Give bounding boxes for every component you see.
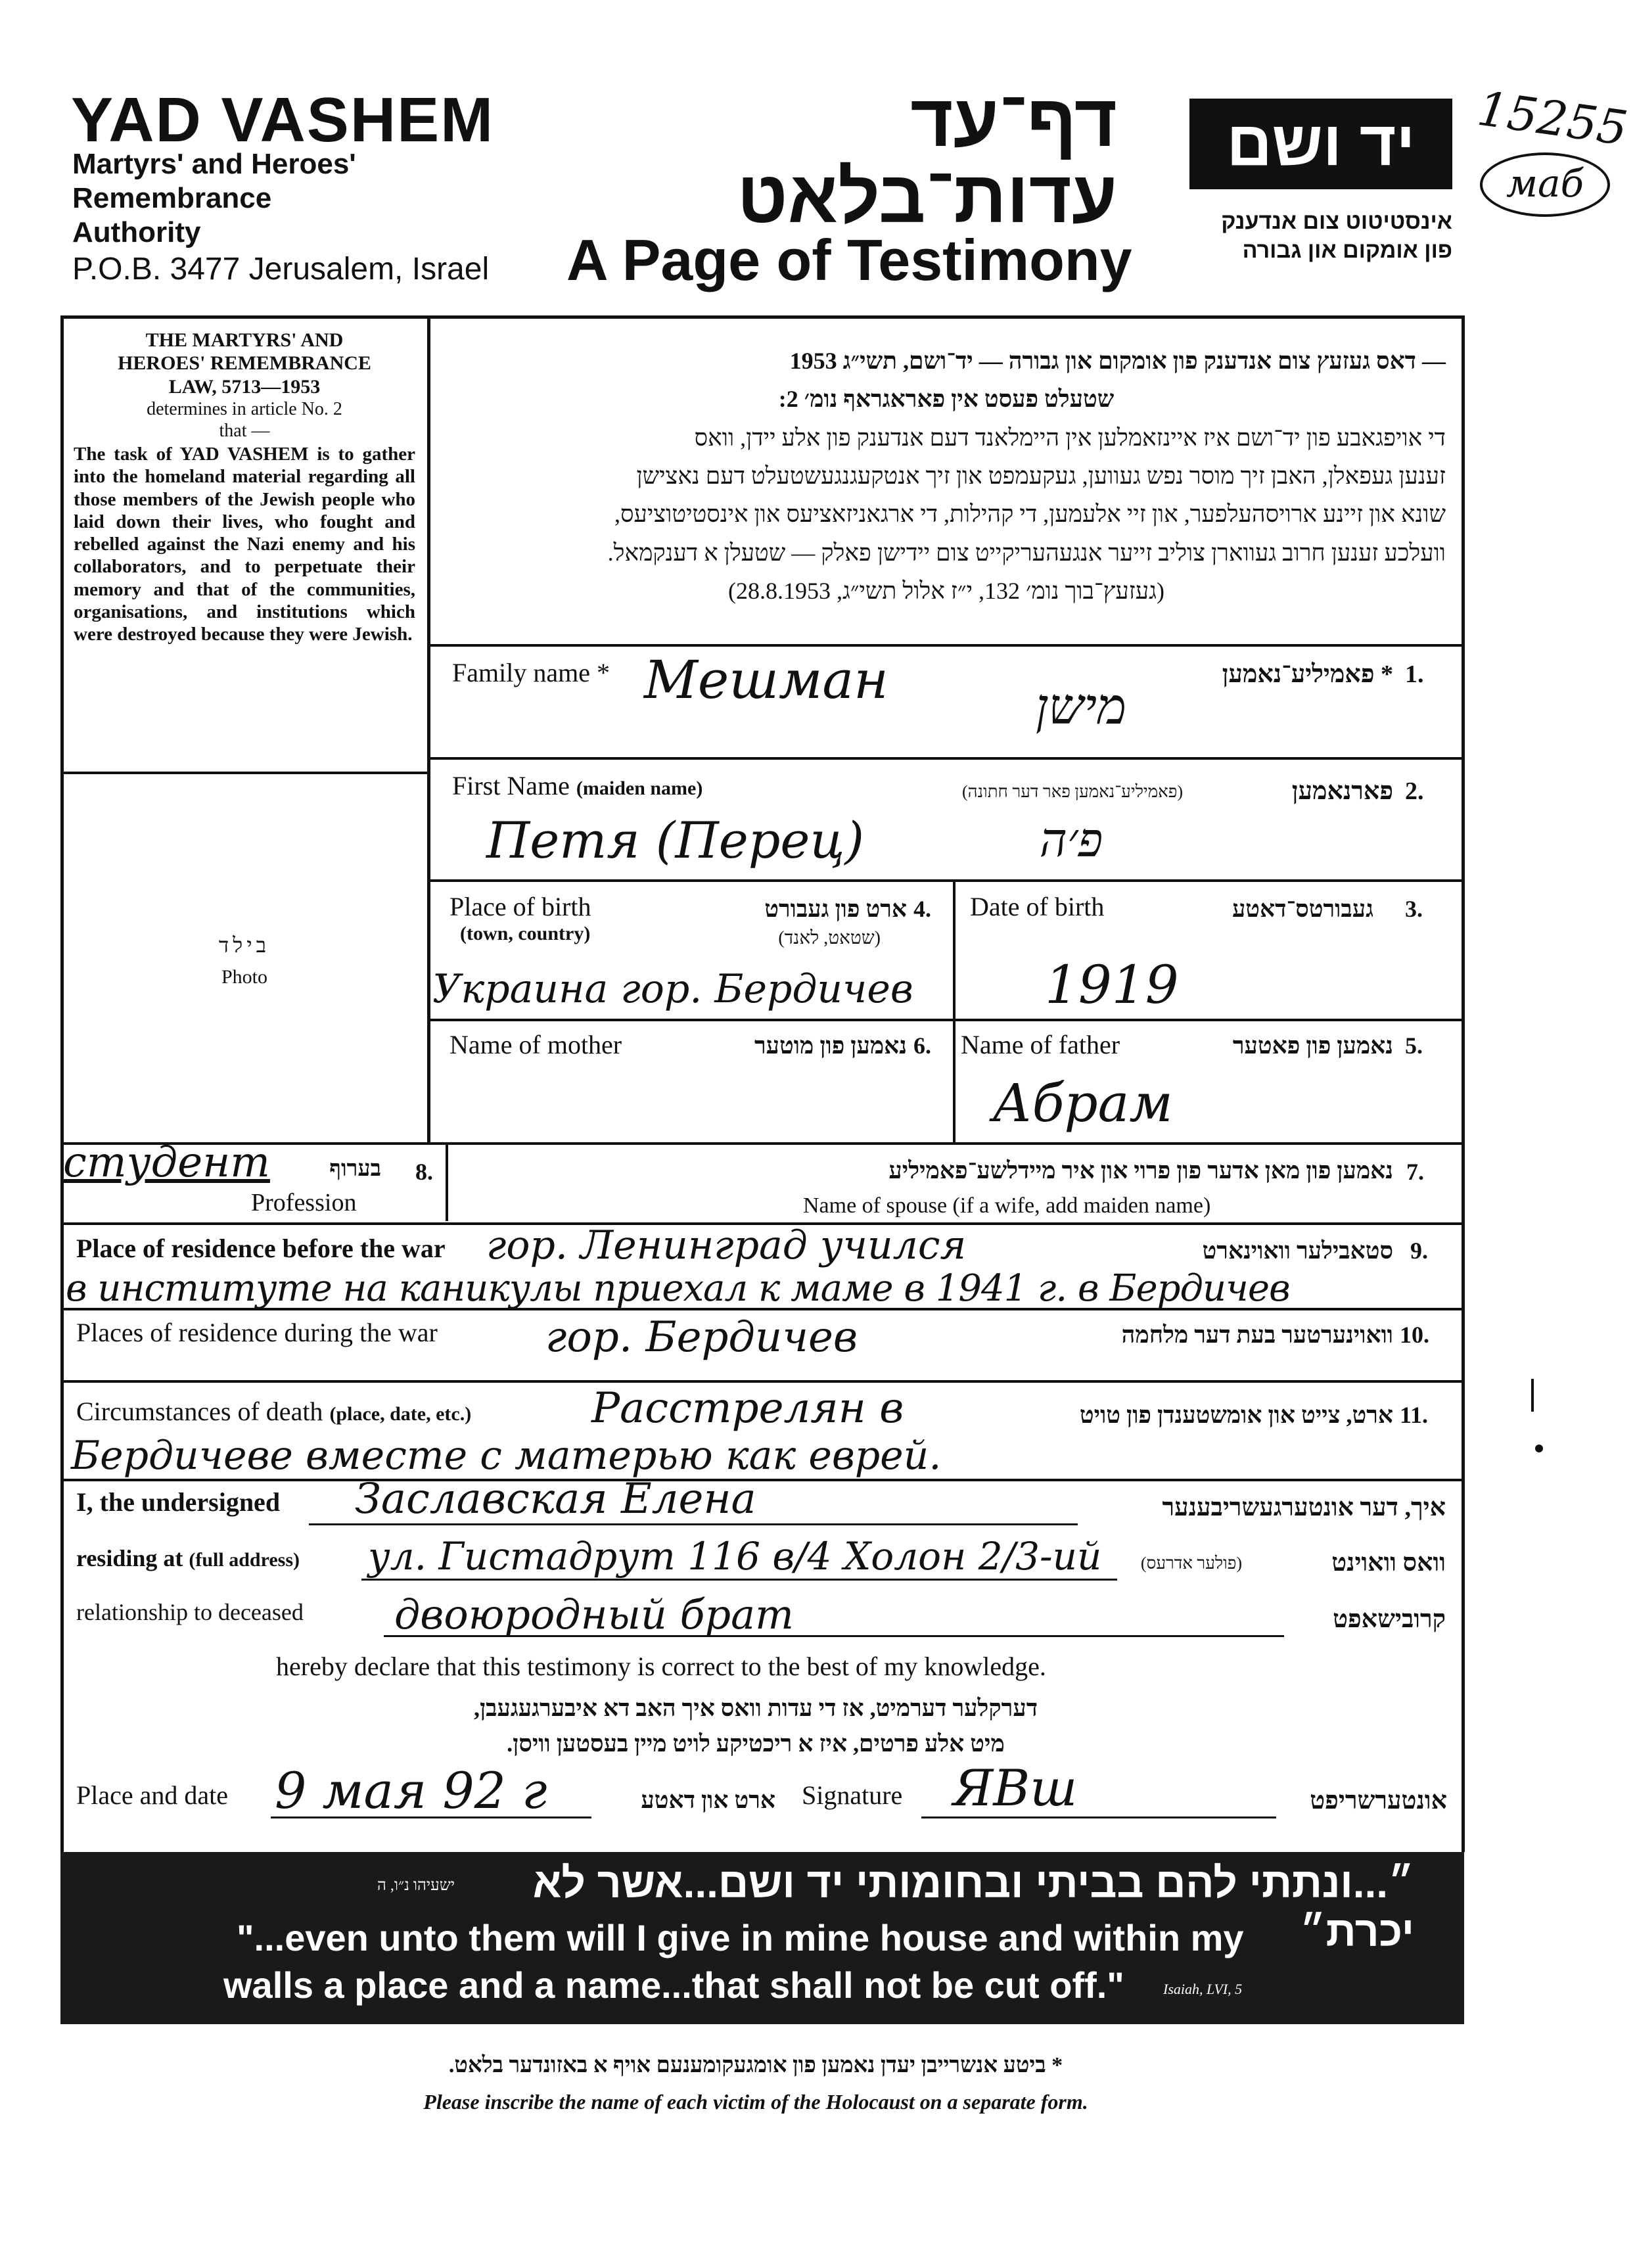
declare-text: hereby declare that this testimony is correct to the best of my knowledge. [276, 1652, 1046, 1681]
frame-top [60, 315, 1464, 319]
residing-label-small: (full address) [189, 1549, 300, 1571]
mother-name-label: Name of mother [449, 1030, 622, 1059]
place-date-label-yiddish: ארט און דאטע [641, 1787, 775, 1813]
father-name-value[interactable]: Абрам [992, 1073, 1173, 1134]
place-of-birth-label-yiddish: ארט פון געבורט [764, 896, 907, 922]
relationship-label-yiddish: קרובישאפט [1333, 1606, 1446, 1633]
residence-during-label-yiddish: וואוינערטער בעת דער מלחמה [1121, 1322, 1393, 1348]
first-name-value-he[interactable]: פ׳ה [1039, 812, 1103, 868]
spouse-label: Name of spouse (if a wife, add maiden name) [803, 1193, 1211, 1218]
profession-num: 8. [415, 1159, 433, 1185]
margin-dot [1535, 1445, 1543, 1452]
first-name-num: 2. [1405, 777, 1424, 805]
law-box [74, 329, 415, 645]
residence-before-label: Place of residence before the war [76, 1234, 446, 1263]
archive-number: 15255 [1474, 80, 1631, 156]
circumstances-num: 11. [1400, 1402, 1429, 1428]
org-address: P.O.B. 3477 Jerusalem, Israel [72, 252, 490, 287]
footer-english: Please inscribe the name of each victim of the Holocaust on a separate form. [423, 2090, 1088, 2114]
law-title-2: HEROES' REMEMBRANCE [118, 352, 371, 375]
law-title-1: THE MARTYRS' AND [145, 329, 344, 351]
residence-during-num: 10. [1400, 1322, 1429, 1348]
family-name-label: Family name * [452, 658, 610, 687]
profession-value[interactable]: студент [63, 1138, 270, 1187]
first-name-label-yiddish: פארנאמען [1291, 777, 1393, 805]
archive-code-oval [1480, 152, 1610, 217]
yiddish-law-line-4: זענען געפאלן, האבן זיך מוסר נפש געווען, געקעמפט און זיך אנטקעגנגעשטעלט דעם נאצישן [636, 462, 1446, 489]
institute-line-1: אינסטיטוט צום אנדענק [1221, 209, 1452, 234]
place-date-label: Place and date [76, 1780, 228, 1810]
place-date-value[interactable]: 9 мая 92 г [275, 1761, 547, 1820]
yiddish-law-line-7: (געזעץ־בוך נומ׳ 132, י״ז אלול תשי״ג, 28.8.1953) [727, 577, 1165, 604]
place-of-birth-num: 4. [913, 896, 931, 922]
residing-label-yiddish-small: (פולער אדרעס) [1140, 1554, 1242, 1573]
signature-label: Signature [802, 1780, 903, 1810]
family-name-value-ru[interactable]: Мешман [644, 649, 888, 710]
circumstances-label [76, 1396, 471, 1427]
undersigned-label: I, the undersigned [76, 1487, 281, 1517]
family-name-num: 1. [1405, 660, 1424, 688]
row-divider-4 [427, 1019, 1464, 1021]
yiddish-title-1: דף־עד [910, 80, 1117, 162]
first-name-label-small: (maiden name) [576, 777, 703, 799]
frame-left-lower [60, 1142, 64, 1852]
law-title-3: LAW, 5713—1953 [168, 375, 321, 398]
circumstances-value-2[interactable]: Бердичеве вместе с матерью как еврей. [71, 1433, 942, 1479]
frame-right [1462, 315, 1465, 1229]
banner-english-1: "...even unto them will I give in mine house and within my [237, 1917, 1244, 1958]
father-name-label-yiddish: נאמען פון פאטער [1232, 1032, 1393, 1059]
photo-label-yiddish: בילד [218, 933, 271, 957]
father-name-num: 5. [1405, 1032, 1423, 1059]
residing-label-yiddish: וואס וואוינט [1331, 1549, 1446, 1577]
date-of-birth-num: 3. [1405, 896, 1423, 922]
yiddish-law-line-1: — דאס געזעץ צום אנדענק פון אומקום און גבורה — יד־ושם, תשי״ג 1953 [789, 348, 1446, 374]
profession-label-yiddish: בערוף [329, 1157, 381, 1181]
mother-name-label-yiddish: נאמען פון מוטער [754, 1032, 907, 1059]
first-name-label-yiddish-small: (פאמיליע־נאמען פאר דער חתונה) [961, 782, 1183, 801]
signature-value[interactable]: ЯВш [953, 1759, 1078, 1817]
first-name-label-text: First Name [452, 771, 570, 800]
place-of-birth-label: Place of birth [449, 892, 591, 921]
row-divider-9 [60, 1479, 1464, 1481]
birth-column-divider [953, 879, 956, 1142]
law-determines: determines in article No. 2 [147, 399, 342, 420]
spouse-num: 7. [1406, 1159, 1424, 1185]
family-name-value-he[interactable]: מישן [1035, 677, 1127, 735]
mother-name-num: 6. [913, 1032, 931, 1059]
yiddish-law-line-3: די אויפגאבע פון יד־ושם איז איינזאמלען אין היימלאנד דעם אנדענק פון אלע יידן, וואס [694, 424, 1446, 451]
profession-divider [446, 1142, 448, 1221]
circumstances-value-1[interactable]: Расстрелян в [591, 1384, 904, 1433]
quote-banner [60, 1852, 1464, 2024]
signature-label-yiddish: אונטערשריפט [1310, 1787, 1447, 1815]
first-name-value-ru[interactable]: Петя (Перец) [486, 811, 865, 869]
yiddish-title-2: עדות־בלאט [737, 156, 1117, 238]
law-photo-divider [60, 772, 428, 774]
banner-hebrew: ״...ונתתי להם בביתי ובחומותי יד ושם...אשר לא יכרת״ [532, 1859, 1414, 1955]
residing-label-text: residing at [76, 1545, 183, 1571]
frame-left [60, 315, 64, 1144]
undersigned-line [309, 1523, 1078, 1525]
place-of-birth-value[interactable]: Украина гор. Бердичев [432, 966, 913, 1012]
org-sub-3: Authority [72, 216, 201, 248]
circumstances-label-small: (place, date, etc.) [329, 1403, 472, 1425]
residing-value[interactable]: ул. Гистадрут 116 в/4 Холон 2/3-ий [368, 1534, 1102, 1579]
org-sub-1: Martyrs' and Heroes' [72, 148, 356, 180]
father-name-label: Name of father [961, 1030, 1120, 1059]
family-name-label-yiddish: * פאמיליע־נאמען [1222, 660, 1393, 688]
yiddish-law-line-6: וועלכע זענען חרוב געווארן צוליב זייער אנגעהעריקייט צום יידישן פאלק — שטעלן א דענקמאל. [607, 539, 1446, 566]
banner-english-2: walls a place and a name...that shall not be cut off." [223, 1964, 1124, 2006]
residence-during-value[interactable]: гор. Бердичев [545, 1313, 858, 1362]
relationship-value[interactable]: двоюродный брат [394, 1590, 794, 1638]
spouse-label-yiddish: נאמען פון מאן אדער פון פרוי און איר מיידלשע־פאמיליע [888, 1157, 1393, 1184]
row-divider-8 [60, 1380, 1464, 1383]
row-divider-2 [427, 757, 1464, 760]
residing-label [76, 1544, 300, 1572]
place-of-birth-label-yiddish-small: (שטאט, לאנד) [778, 928, 881, 948]
footer-yiddish: * ביטע אנשרייבן יעדן נאמען פון אומגעקומענעם אויף א באזונדער בלאט. [448, 2053, 1063, 2077]
law-text: The task of YAD VASHEM is to gather into the homeland material regarding all those members of the Jewish people who laid down their lives, who fought and rebelled against the Nazi enemy and his collaborators, and to perpetuate their memory and that of the communities, organisations, and institutions which were destroyed because they were Jewish. [74, 444, 415, 645]
date-of-birth-label-yiddish: געבורטס־דאטע [1232, 896, 1373, 922]
yiddish-law-line-2: שטעלט פעסט אין פאראגראף נומ׳ 2: [778, 386, 1115, 413]
first-name-label [452, 770, 702, 801]
residence-before-value-2[interactable]: в институте на каникулы приехал к маме в 1941 г. в Бердичев [66, 1267, 1290, 1310]
residence-before-value-1[interactable]: гор. Ленинград учился [486, 1222, 967, 1268]
row-divider-5 [60, 1142, 1464, 1145]
yiddish-law-text [447, 342, 1446, 610]
archive-code: маб [1506, 161, 1584, 206]
yiddish-law-line-5: שונא און זיינע ארויסהעלפער, און זיי אלעמען, די קהילות, די ארגאניזאציעס און אינסטיטוציעס, [614, 501, 1446, 528]
relationship-label: relationship to deceased [76, 1599, 304, 1625]
margin-mark-1 [1531, 1379, 1534, 1412]
residence-before-num: 9. [1410, 1238, 1428, 1264]
undersigned-label-yiddish: איך, דער אונטערגעשריבענער [1162, 1494, 1446, 1521]
residence-during-label: Places of residence during the war [76, 1318, 438, 1347]
circumstances-label-yiddish: ארט, צייט און אומשטענדן פון טויט [1079, 1402, 1393, 1428]
frame-right-lower [1462, 1222, 1465, 1852]
org-sub-2: Remembrance [72, 182, 272, 214]
place-of-birth-label-small: (town, country) [460, 923, 591, 944]
date-of-birth-value[interactable]: 1919 [1045, 954, 1179, 1015]
banner-english-ref: Isaiah, LVI, 5 [1163, 1981, 1243, 1997]
row-divider-1 [427, 644, 1464, 647]
undersigned-value[interactable]: Заславская Елена [355, 1475, 756, 1523]
declare-yiddish-2: מיט אלע פרטים, איז א ריכטיקע לויט מיין בעסטען וויסן. [507, 1730, 1005, 1757]
institute-line-2: פון אומקום און גבורה [1242, 238, 1452, 263]
row-divider-3 [427, 879, 1464, 882]
profession-label: Profession [251, 1189, 357, 1216]
photo-label: Photo [221, 966, 268, 988]
date-of-birth-label: Date of birth [970, 892, 1105, 921]
english-title: A Page of Testimony [566, 227, 1132, 292]
yad-vashem-logo [1189, 99, 1452, 189]
logo-text: יד ושם [1226, 108, 1416, 179]
declare-yiddish-1: דערקלער דערמיט, אז די עדות וואס איך האב דא איבערגעגעבן, [473, 1695, 1038, 1721]
circumstances-label-text: Circumstances of death [76, 1397, 323, 1426]
law-that: that — [219, 421, 270, 442]
banner-hebrew-ref: ישעיהו נ״ו, ה [377, 1877, 455, 1894]
org-name: YAD VASHEM [71, 85, 495, 155]
residence-before-label-yiddish: סטאבילער וואוינארט [1202, 1238, 1393, 1264]
residing-line [361, 1579, 1117, 1581]
